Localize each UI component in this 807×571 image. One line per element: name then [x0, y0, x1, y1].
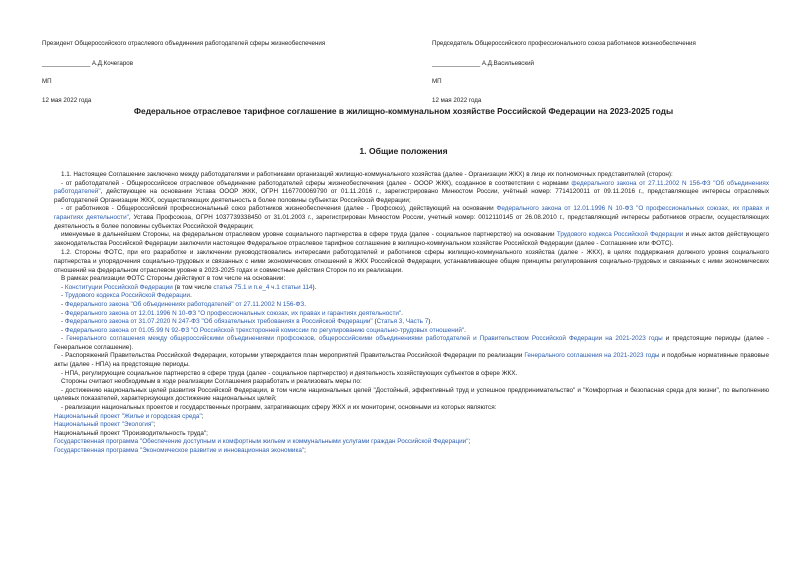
text-span: ). [428, 318, 433, 326]
paragraph-measures-intro: Стороны считают необходимым в ходе реализации Соглашения разработать и реализовать меры по: [61, 378, 362, 386]
project-item-productivity: Национальный проект "Производительность труда"; [54, 429, 208, 437]
paragraph-1-2: 1.2. Стороны ФОТС, при его разработке и заключении руководствовались интересами работодателей и работников сферы жилищно-коммунального хозяйства (далее - ЖКХ), в целях поддержания должного уровня социального партнерства и упорядочения социально-трудовых и связанных с ними экономических отношений в ЖКХ Российской Федерации, устанавливающее общие принципы регулирования социально-трудовых и связанных с ними экономических отношений на федеральном отраслевом уровне в 2023-2025 годах и совместные действия Сторон по их реализации. [54, 249, 769, 274]
link-program-economy[interactable]: Государственная программа "Экономическое развитие и инновационная экономика" [54, 447, 305, 454]
text-span: , Устава Профсоюза, ОГРН 1037739338450 от 31.01.2003 г., зарегистрирован Минюстом России, учетный номер: 0012110145 от 26.08.2010 г., представляющий интересы работников отрасли, осуществляющих деятельность в более половины субъектах Российской Федерации; [54, 213, 769, 230]
right-stamp-mark: МП [432, 78, 442, 85]
paragraph-workers [54, 205, 769, 231]
link-law-10[interactable]: Федерального закона от 12.01.1996 N 10-ФЗ "О профессиональных союзах, их правах и гарантиях деятельности" [64, 309, 402, 317]
bullet-dash: - [61, 292, 65, 300]
link-constitution-articles[interactable]: статья 75.1 и п.е_4 ч.1 статьи 114 [213, 283, 313, 291]
program-item-economy [54, 447, 769, 456]
text-span: - от работодателей - Общероссийское отраслевое объединение работодателей сферы жизнеобеспечения (далее - ОООР ЖКК), созданное в соответствии с нормами [61, 179, 572, 187]
left-signature-underline: ______________ [42, 60, 91, 67]
text-span: и иных актов действующего законодательства Российской Федерации заключили настоящее Федеральное отраслевое тарифное соглашение в жилищно-коммунальном хозяйстве Российской Федерации (далее - Соглашение или ФОТС). [54, 231, 769, 247]
text-span: . [304, 300, 306, 308]
text-span: ; [201, 412, 204, 420]
paragraph-parties [54, 231, 769, 248]
right-date: 12 мая 2022 года [432, 97, 482, 104]
link-project-housing[interactable]: Национальный проект "Жилье и городская среда" [54, 412, 202, 420]
basis-item-law-92 [54, 327, 769, 336]
text-span: ( [372, 318, 377, 326]
basis-item-law-156 [54, 301, 769, 310]
basis-item-government-orders [54, 352, 769, 369]
right-signatory-org: Председатель Общероссийского профессионального союза работников жизнеобеспечения [432, 40, 696, 47]
text-span: - Распоряжений Правительства Российской Федерации, которыми утверждается план мероприятий Правительства Российской Федерации по реализации [61, 352, 525, 360]
paragraph-1-1: 1.1. Настоящее Соглашение заключено между работодателями и работниками организаций жилищно-коммунального хозяйства (далее - Организации ЖКХ) в лице их полномочных представителей (сторон): [61, 171, 673, 178]
link-law-247[interactable]: Федерального закона от 31.07.2020 N 247-ФЗ "Об обязательных требованиях в Российской Федерации" [64, 318, 373, 326]
text-span: (в том числе [172, 283, 214, 291]
link-law-156[interactable]: Федерального закона "Об объединениях работодателей" от 27.11.2002 N 156-ФЗ [64, 300, 305, 308]
text-span: ). [312, 283, 317, 291]
paragraph-national-projects: - реализации национальных проектов и государственных программ, затрагивающих сферу ЖКХ и их мониторинг, основными из которых являются: [61, 404, 497, 412]
bullet-dash: - [61, 326, 65, 334]
text-span: - от работников - Общероссийский профессиональный союз работников жизнеобеспечения (далее - Профсоюз), действующий на основании [61, 205, 497, 213]
project-item-ecology [54, 421, 769, 430]
right-signature-line [432, 60, 534, 68]
right-signature-underline: ______________ [432, 60, 481, 67]
paragraph-national-goals: - достижению национальных целей развития Российской Федерации, в том числе национальных целей "Достойный, эффективный труд и успешное предпринимательство" и "Комфортная и безопасная среда для жизни", по выполнению целевых показателей, характеризующих достижение национальных целей; [54, 386, 769, 403]
program-item-housing [54, 438, 769, 447]
basis-item-law-247 [54, 318, 769, 327]
document-body [54, 171, 769, 456]
basis-item-labor-code [54, 292, 769, 301]
link-program-housing[interactable]: Государственная программа "Обеспечение доступным и комфортным жильем и коммунальными услугами граждан Российской Федерации" [54, 438, 469, 446]
left-signer-name: А.Д.Кочегаров [91, 60, 133, 67]
bullet-dash: - [61, 283, 65, 291]
link-labor-code[interactable]: Трудового кодекса Российской Федерации [556, 231, 684, 239]
text-span: . [464, 326, 466, 334]
bullet-dash: - [61, 300, 65, 308]
paragraph-basis-intro: В рамках реализации ФОТС Стороны действуют в том числе на основании: [61, 275, 286, 283]
link-federal-law-156[interactable]: федерального закона от 27.11.2002 N 156-ФЗ "Об объединениях работодателей" [54, 179, 769, 196]
text-span: и подобные нормативные правовые акты (далее - НПА) на предстоящие периоды. [54, 352, 769, 369]
document-title: Федеральное отраслевое тарифное соглашение в жилищно-коммунальном хозяйстве Российской Федерации на 2023-2025 годы [133, 106, 674, 116]
bullet-dash: - [61, 309, 65, 317]
text-span: ; [153, 421, 156, 429]
section-heading: 1. Общие положения [359, 146, 448, 156]
link-general-agreement-2021[interactable]: Генерального соглашения на 2021-2023 годы [524, 352, 660, 360]
left-date: 12 мая 2022 года [42, 97, 92, 104]
text-span: . [190, 292, 192, 300]
link-constitution[interactable]: Конституции Российской Федерации [64, 283, 173, 291]
text-span: и предстоящие периоды (далее - Генеральное соглашение). [54, 335, 769, 351]
basis-item-general-agreement [54, 335, 769, 352]
project-item-housing [54, 413, 769, 422]
text-span: . [401, 309, 403, 317]
text-span: ; [468, 438, 471, 446]
right-signer-name: А.Д.Васильевский [481, 60, 535, 67]
link-federal-law-10[interactable]: Федерального закона от 12.01.1996 N 10-ФЗ "О профессиональных союзах, их правах и гарантиях деятельности" [54, 205, 769, 221]
bullet-dash: - [61, 318, 65, 326]
link-general-agreement[interactable]: Генерального соглашения между общероссийскими объединениями профсоюзов, общероссийскими объединениями работодателей и Правительством Российской Федерации на 2021-2023 годы [66, 335, 663, 343]
bullet-dash: - [61, 335, 67, 343]
link-project-ecology[interactable]: Национальный проект "Экология" [54, 421, 154, 429]
left-signature-line [42, 60, 133, 68]
left-stamp-mark: МП [42, 78, 52, 85]
text-span: , действующее на основании Устава ОООР ЖКК, ОГРН 1167700069790 от 01.11.2016 г., зарегистрировано Минюстом России, учётный номер: 7714120011 от 09.11.2016 г., представляющее интересы отраслевых работодателей Организации ЖКХ, осуществляющих деятельность в более половины субъектах Российской Федерации; [54, 188, 769, 204]
link-law-92[interactable]: Федерального закона от 01.05.99 N 92-ФЗ "О Российской трехсторонней комиссии по регулированию социально-трудовых отношений" [64, 326, 465, 334]
left-signatory-org: Президент Общероссийского отраслевого объединения работодателей сферы жизнеобеспечения [42, 40, 326, 47]
paragraph-employers [54, 180, 769, 206]
link-labor-code-2[interactable]: Трудового кодекса Российской Федерации [64, 292, 191, 300]
text-span: именуемые в дальнейшем Стороны, на федеральном отраслевом уровне социального партнерства в сфере труда (далее - социальное партнерство) на основании [61, 231, 557, 239]
basis-item-npa: - НПА, регулирующие социальное партнерство в сфере труда (далее - социальное партнерство) и деятельность хозяйствующих субъектов в сфере ЖКХ. [61, 369, 518, 377]
text-span: ; [304, 447, 306, 454]
basis-item-law-10 [54, 310, 769, 319]
link-law-247-article[interactable]: Статья 3, Часть 7 [376, 318, 429, 326]
